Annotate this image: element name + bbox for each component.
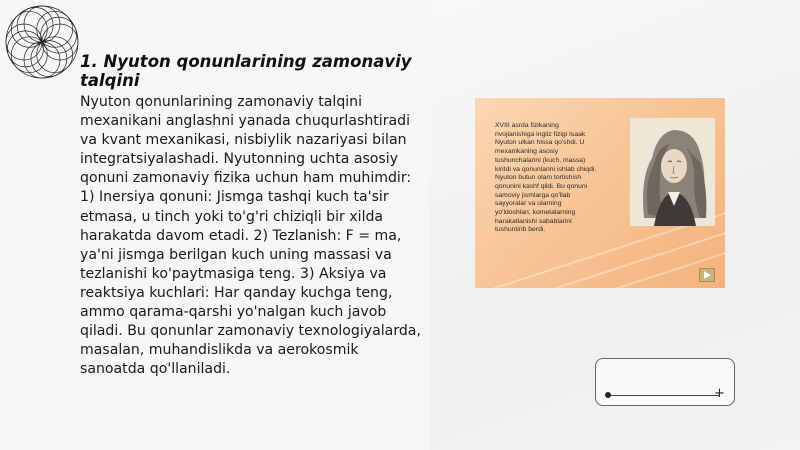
newton-portrait <box>630 118 715 226</box>
caption-line: XVIII asrda fizikaning <box>495 122 559 129</box>
media-controls <box>595 358 735 406</box>
caption-line: yo'ldoshlari, kometalarning <box>495 209 576 217</box>
caption-line: samoviy jismlarga qo'llab <box>495 191 571 199</box>
media-seek-track[interactable] <box>608 395 720 396</box>
spirograph-logo-icon <box>2 2 82 82</box>
caption-line: qonunini kashf qildi. Bu qonuni <box>495 182 588 190</box>
plus-icon[interactable]: + <box>714 386 725 401</box>
newton-caption <box>495 122 623 235</box>
caption-line: kiritdi va qonunlarini ishlab chiqdi. <box>495 165 597 173</box>
play-icon[interactable] <box>699 268 715 282</box>
caption-line: mexanikaning asosiy <box>495 148 559 156</box>
caption-line: tushunchalarini (kuch, massa) <box>495 156 586 164</box>
caption-line: Nyuton ulkan hissa qo'shdi. U <box>495 139 585 147</box>
slide-body-text: Nyuton qonunlarining zamonaviy talqini mexanikani anglashni yanada chuqurlashtiradi va kvant mexanikasi, nisbiylik nazariyasi bilan integratsiyalashadi. Nyutonning uchta asosiy qonuni zamonaviy fizika uchun ham muhimdir: 1) Inersiya qonuni: Jismga tashqi kuch ta'sir etmasa, u tinch yoki to'g'ri chiziqli bir xilda harakatda davom etadi. 2) Tezlanish: F = ma, ya'ni jismga berilgan kuch uning massasi va tezlanishi ko'paytmasiga teng. 3) Aksiya va reaktsiya kuchlari: Har qanday kuchga teng, ammo qarama-qarshi yo'nalgan kuch javob qiladi. Bu qonunlar zamonaviy texnologiyalarda, masalan, muhandislikda va aerokosmik sanoatda qo'llaniladi. <box>80 94 421 378</box>
caption-line: Nyuton butun olam tortishish <box>495 174 582 182</box>
caption-line: rivojlanishiga ingliz fizigi Isaak <box>495 130 586 138</box>
slide-title: 1. Nyuton qonunlarining zamonaviy talqini <box>80 52 412 90</box>
caption-line: harakatlanishi sabablarini <box>495 217 572 225</box>
media-seek-handle[interactable] <box>605 392 611 398</box>
caption-line: sayyoralar va ularning <box>495 200 562 208</box>
caption-line: tushuntirib berdi. <box>495 226 546 234</box>
newton-image-card <box>475 98 725 288</box>
